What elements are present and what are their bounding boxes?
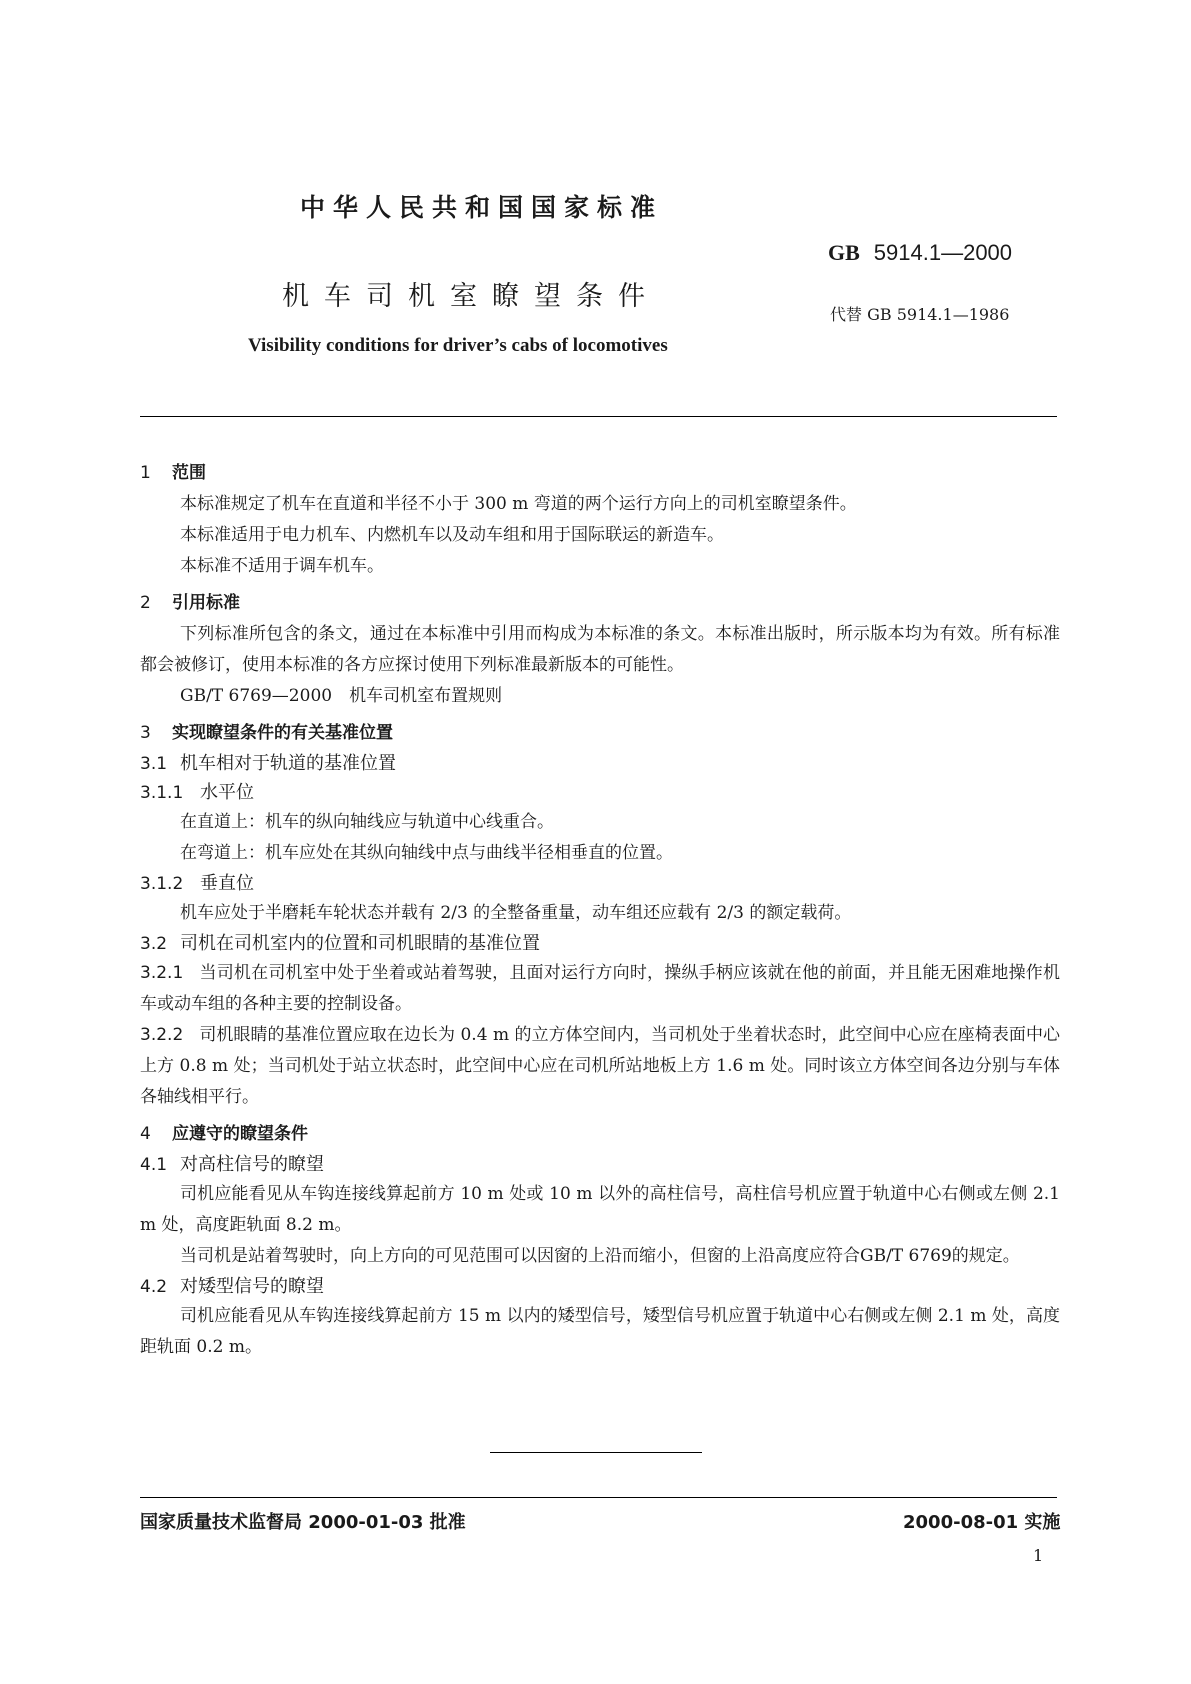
page-number: 1 — [1033, 1546, 1044, 1565]
header-divider — [140, 416, 1057, 417]
section-title: 引用标准 — [172, 593, 240, 613]
subsection-number: 3.1.2 — [140, 874, 184, 894]
replaces-standard: 代替 GB 5914.1—1986 — [830, 305, 1010, 324]
subsection-number: 3.1 — [140, 754, 168, 774]
paragraph: 当司机是站着驾驶时，向上方向的可见范围可以因窗的上沿而缩小，但窗的上沿高度应符合GB/T 6769的规定。 — [180, 1246, 1020, 1266]
standard-code: 5914.1—2000 — [873, 240, 1013, 265]
section-title: 应遵守的瞭望条件 — [172, 1124, 308, 1144]
document-title: 机车司机室瞭望条件 — [282, 281, 660, 312]
subsection-number: 3.1.1 — [140, 783, 184, 803]
subsection-3-1-heading — [140, 749, 1060, 778]
standard-prefix: GB — [828, 240, 860, 265]
clause-3-2-1 — [140, 958, 1060, 1020]
paragraph: 本标准规定了机车在直道和半径不小于 300 m 弯道的两个运行方向上的司机室瞭望条件。 — [180, 494, 857, 514]
document-body — [140, 458, 1060, 1363]
subsection-title: 机车相对于轨道的基准位置 — [180, 753, 396, 774]
subsection-title: 水平位 — [200, 782, 254, 803]
english-title: Visibility conditions for driver’s cabs of locomotives — [248, 335, 668, 356]
clause-number: 3.2.1 — [140, 963, 184, 983]
paragraph: 在弯道上：机车应处在其纵向轴线中点与曲线半径相垂直的位置。 — [180, 843, 673, 863]
paragraph: 本标准不适用于调车机车。 — [180, 556, 384, 576]
paragraph: 下列标准所包含的条文，通过在本标准中引用而构成为本标准的条文。本标准出版时，所示版本均为有效。所有标准都会被修订，使用本标准的各方应探讨使用下列标准最新版本的可能性。 — [140, 624, 1060, 675]
section-title: 实现瞭望条件的有关基准位置 — [172, 723, 393, 743]
paragraph: 司机应能看见从车钩连接线算起前方 15 m 以内的矮型信号，矮型信号机应置于轨道中心右侧或左侧 2.1 m 处，高度距轨面 0.2 m。 — [140, 1306, 1060, 1357]
section-2-heading — [140, 588, 1060, 619]
clause-text: 当司机在司机室中处于坐着或站着驾驶，且面对运行方向时，操纵手柄应该就在他的前面，并且能无困难地操作机车或动车组的各种主要的控制设备。 — [140, 963, 1060, 1014]
national-standard-title: 中华人民共和国国家标准 — [300, 193, 664, 222]
subsection-title: 对矮型信号的瞭望 — [180, 1276, 324, 1297]
section-number: 3 — [140, 723, 151, 743]
paragraph: 本标准适用于电力机车、内燃机车以及动车组和用于国际联运的新造车。 — [180, 525, 724, 545]
section-1-heading — [140, 458, 1060, 489]
subsection-3-2-heading — [140, 929, 1060, 958]
clause-3-2-2 — [140, 1020, 1060, 1113]
end-of-text-rule — [490, 1452, 702, 1453]
subsection-number: 4.2 — [140, 1277, 168, 1297]
approval-info: 国家质量技术监督局 2000-01-03 批准 — [140, 1512, 466, 1533]
subsection-4-1-heading — [140, 1150, 1060, 1179]
subsection-number: 4.1 — [140, 1155, 168, 1175]
clause-text: 司机眼睛的基准位置应取在边长为 0.4 m 的立方体空间内，当司机处于坐着状态时，此空间中心应在座椅表面中心上方 0.8 m 处；当司机处于站立状态时，此空间中心应在司机所站地板上方 1.6 m 处。同时该立方体空间各边分别与车体各轴线相平行。 — [140, 1025, 1060, 1107]
section-number: 4 — [140, 1124, 151, 1144]
subsection-title: 垂直位 — [200, 873, 254, 894]
section-4-heading — [140, 1119, 1060, 1150]
section-3-heading — [140, 718, 1060, 749]
paragraph: 机车应处于半磨耗车轮状态并载有 2/3 的全整备重量，动车组还应载有 2/3 的额定载荷。 — [180, 903, 852, 923]
section-number: 1 — [140, 463, 151, 483]
paragraph: 在直道上：机车的纵向轴线应与轨道中心线重合。 — [180, 812, 554, 832]
footer-divider — [140, 1497, 1057, 1498]
clause-number: 3.2.2 — [140, 1025, 184, 1045]
cited-standard: GB/T 6769—2000 机车司机室布置规则 — [180, 686, 503, 706]
paragraph: 司机应能看见从车钩连接线算起前方 10 m 处或 10 m 以外的高柱信号，高柱信号机应置于轨道中心右侧或左侧 2.1 m 处，高度距轨面 8.2 m。 — [140, 1184, 1060, 1235]
standard-number — [828, 240, 1012, 266]
subsection-title: 对高柱信号的瞭望 — [180, 1154, 324, 1175]
section-title: 范围 — [172, 463, 206, 483]
subsection-3-1-1-heading — [140, 778, 1060, 807]
subsection-title: 司机在司机室内的位置和司机眼睛的基准位置 — [180, 933, 540, 954]
subsection-3-1-2-heading — [140, 869, 1060, 898]
effective-date: 2000-08-01 实施 — [903, 1512, 1061, 1533]
subsection-4-2-heading — [140, 1272, 1060, 1301]
subsection-number: 3.2 — [140, 934, 168, 954]
section-number: 2 — [140, 593, 151, 613]
